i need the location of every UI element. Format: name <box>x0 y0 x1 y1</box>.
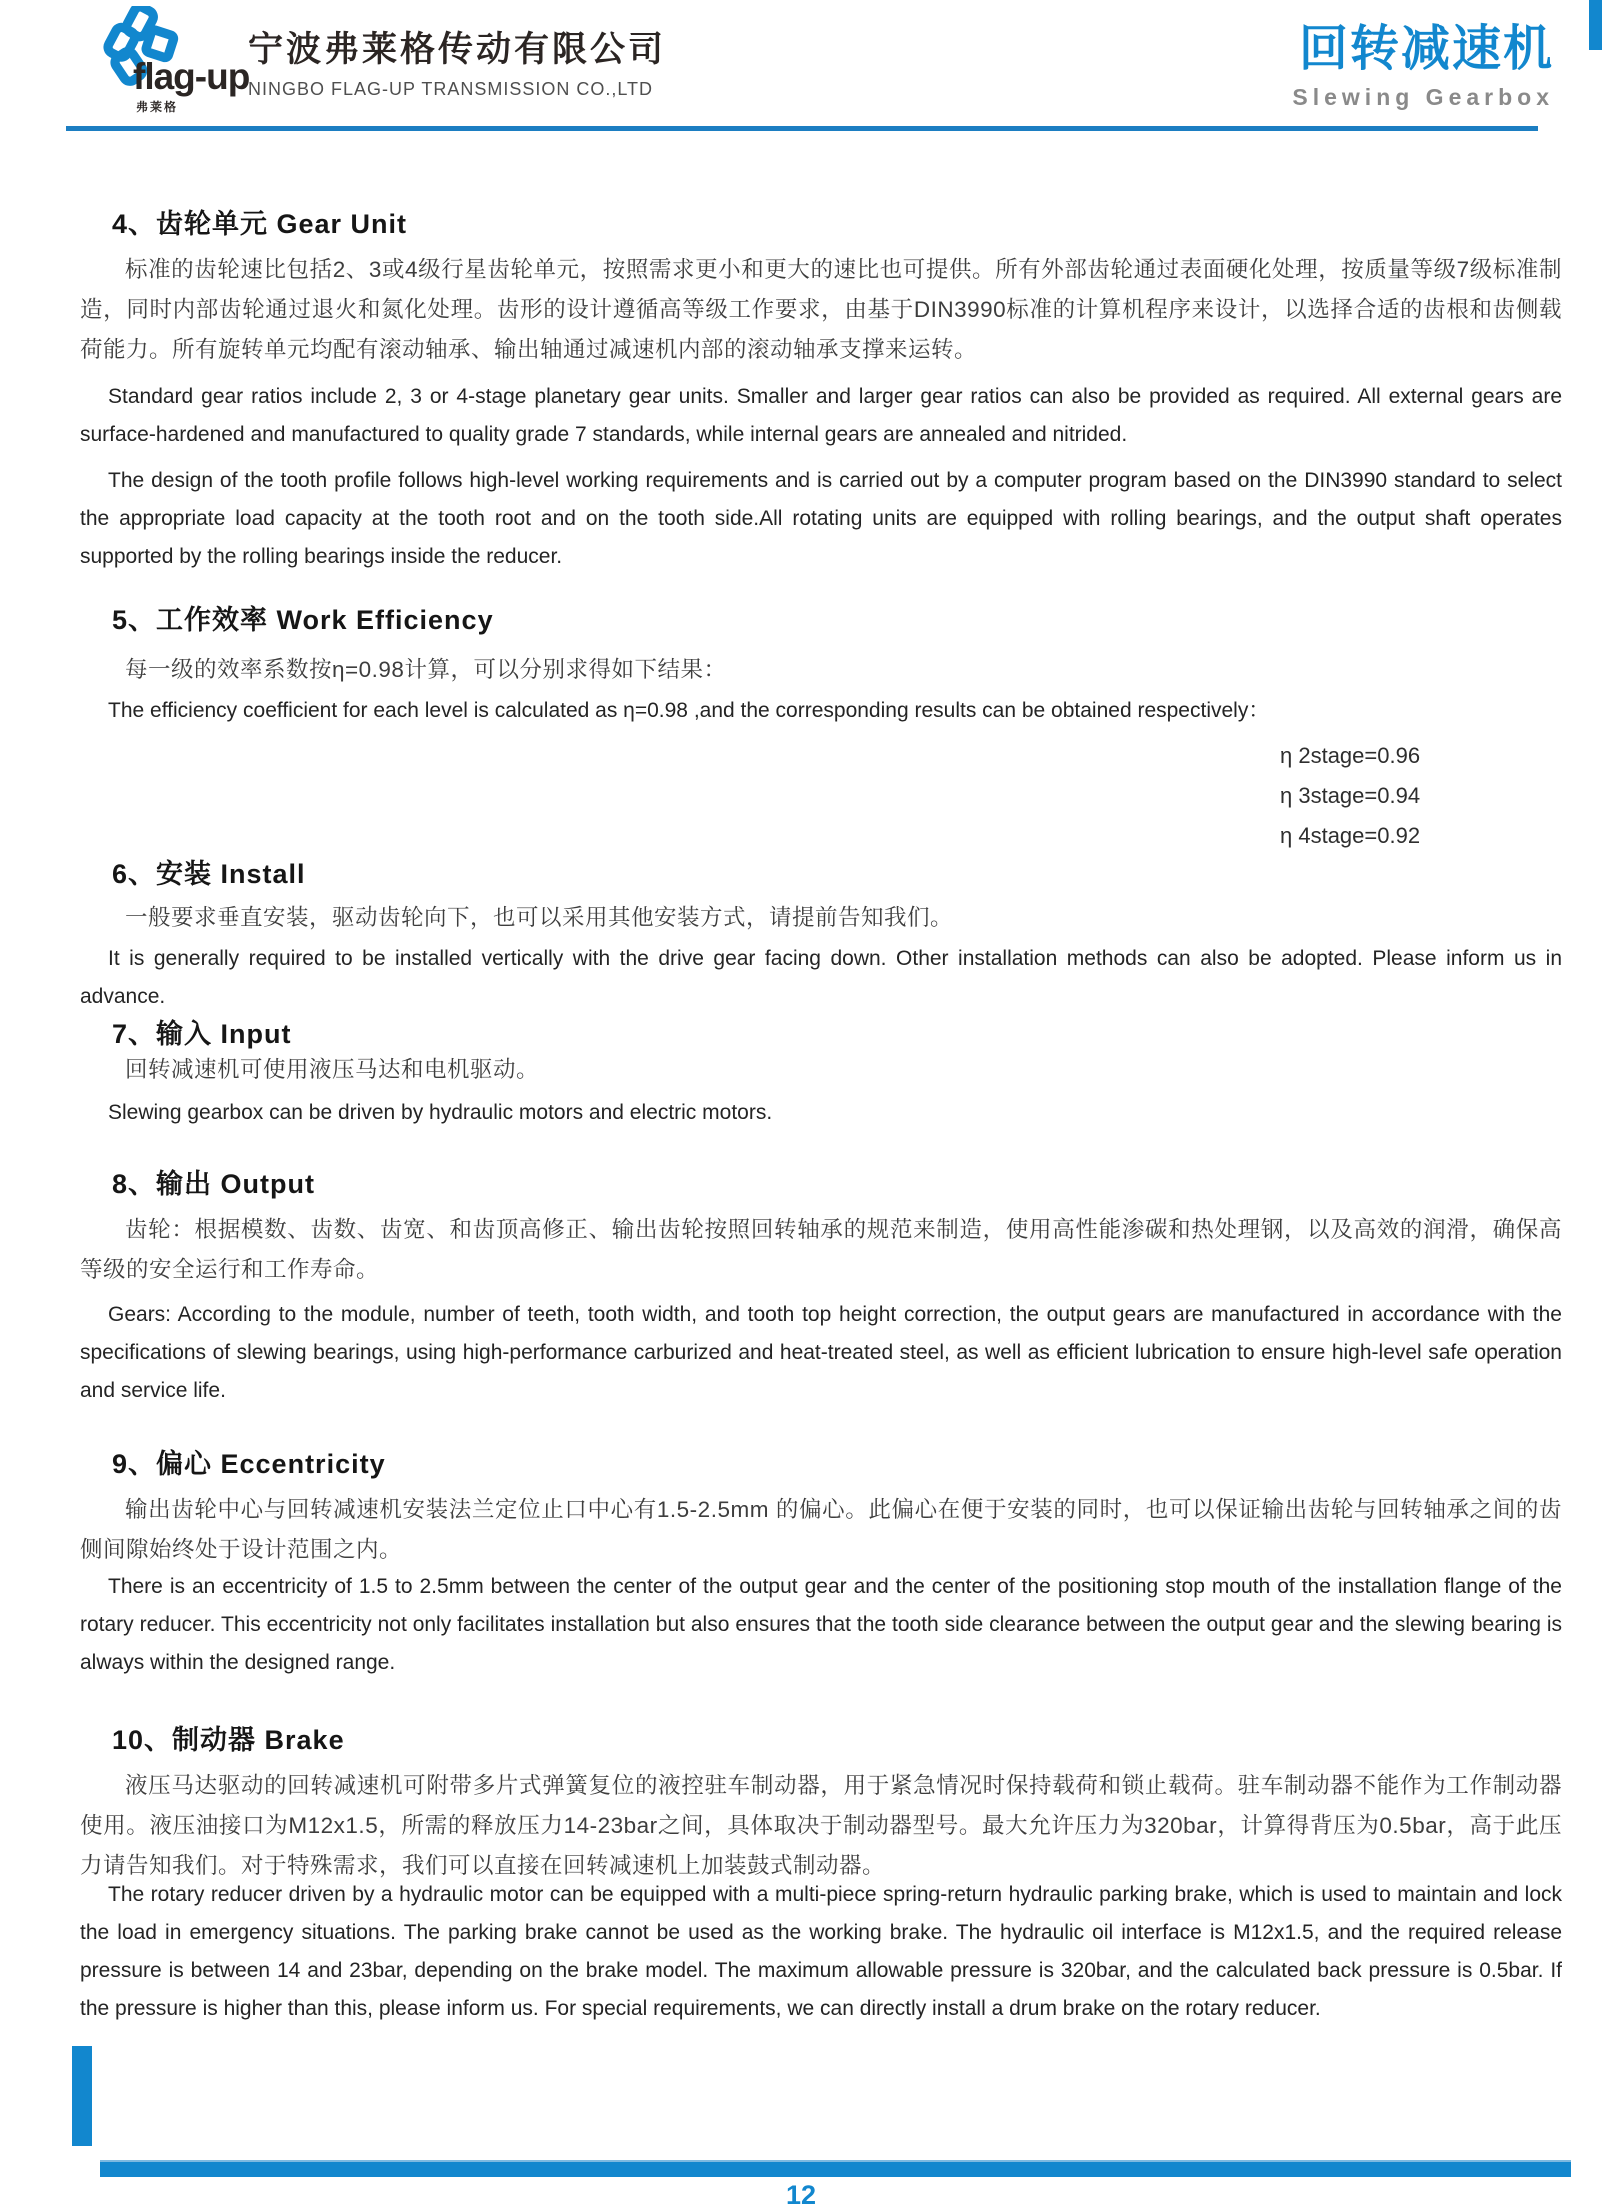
section-heading-input: 7、输入 Input <box>112 1019 292 1049</box>
section8-en-paragraph: Gears: According to the module, number of teeth, tooth width, and tooth top height correction, the output gears are manufactured in accordance with the specifications of slewing bearings, using high-performance carburized and heat-treated steel, as well as efficient lubrication to ensure high-level safe operation and service life. <box>80 1303 1562 1402</box>
footer-divider-bar <box>100 2160 1571 2177</box>
efficiency-result-4stage: η 4stage=0.92 <box>1280 823 1421 848</box>
section5-en-paragraph: The efficiency coefficient for each level is calculated as η=0.98 ,and the corresponding results can be obtained respectively： <box>108 699 1270 722</box>
product-title-cn: 回转减速机 <box>1298 22 1554 76</box>
page-header <box>0 0 1602 130</box>
section4-cn-paragraph: 标准的齿轮速比包括2、3或4级行星齿轮单元，按照需求更小和更大的速比也可提供。所有外部齿轮通过表面硬化处理，按质量等级7级标准制造，同时内部齿轮通过退火和氮化处理。齿形的设计遵循高等级工作要求，由基于DIN3990标准的计算机程序来设计，以选择合适的齿根和齿侧载荷能力。所有旋转单元均配有滚动轴承、输出轴通过减速机内部的滚动轴承支撑来运转。 <box>80 257 1562 362</box>
section-heading-output: 8、输出 Output <box>112 1169 315 1199</box>
efficiency-results-list <box>1280 736 1420 856</box>
company-name-block <box>248 22 666 100</box>
section9-en-paragraph: There is an eccentricity of 1.5 to 2.5mm between the center of the output gear and the center of the positioning stop mouth of the installation flange of the rotary reducer. This eccentricity not only facilitates installation but also ensures that the tooth side clearance between the output gear and the slewing bearing is always within the designed range. <box>80 1575 1562 1674</box>
header-divider-rule <box>66 126 1538 131</box>
efficiency-result-2stage: η 2stage=0.96 <box>1280 743 1421 768</box>
section4-en-paragraph-2: The design of the tooth profile follows high-level working requirements and is carried out by a computer program based on the DIN3990 standard to select the appropriate load capacity at the tooth root and on the tooth side.All rotating units are equipped with rolling bearings, and the output shaft operates supported by the rolling bearings inside the reducer. <box>80 469 1562 568</box>
section6-cn-paragraph: 一般要求垂直安装，驱动齿轮向下，也可以采用其他安装方式，请提前告知我们。 <box>125 905 954 930</box>
section5-cn-paragraph: 每一级的效率系数按η=0.98计算，可以分别求得如下结果： <box>125 657 727 682</box>
section10-cn-paragraph: 液压马达驱动的回转减速机可附带多片式弹簧复位的液控驻车制动器，用于紧急情况时保持载荷和锁止载荷。驻车制动器不能作为工作制动器使用。液压油接口为M12x1.5，所需的释放压力14-23bar之间，具体取决于制动器型号。最大允许压力为320bar，计算得背压为0.5bar，高于此压力请告知我们。对于特殊需求，我们可以直接在回转减速机上加装鼓式制动器。 <box>80 1773 1562 1878</box>
section8-cn-paragraph: 齿轮：根据模数、齿数、齿宽、和齿顶高修正、输出齿轮按照回转轴承的规范来制造，使用高性能渗碳和热处理钢，以及高效的润滑，确保高等级的安全运行和工作寿命。 <box>80 1217 1562 1282</box>
section9-cn-paragraph: 输出齿轮中心与回转减速机安装法兰定位止口中心有1.5-2.5mm 的偏心。此偏心在便于安装的同时，也可以保证输出齿轮与回转轴承之间的齿侧间隙始终处于设计范围之内。 <box>80 1497 1562 1562</box>
section7-en-paragraph: Slewing gearbox can be driven by hydraulic motors and electric motors. <box>108 1101 773 1124</box>
page-number: 12 <box>785 2180 817 2210</box>
section7-cn-paragraph: 回转减速机可使用液压马达和电机驱动。 <box>125 1057 540 1082</box>
brand-name: flag-up <box>133 56 250 97</box>
section10-en-paragraph: The rotary reducer driven by a hydraulic motor can be equipped with a multi-piece spring-return hydraulic parking brake, which is used to maintain and lock the load in emergency situations. The parking brake cannot be used as the working brake. The hydraulic oil interface is M12x1.5, and the required release pressure is between 14 and 23bar, depending on the brake model. The maximum allowable pressure is 320bar, and the calculated back pressure is 0.5bar. If the pressure is higher than this, please inform us. For special requirements, we can directly install a drum brake on the rotary reducer. <box>80 1883 1562 2020</box>
section-heading-gear-unit: 4、齿轮单元 Gear Unit <box>112 209 408 239</box>
section-heading-work-efficiency: 5、工作效率 Work Efficiency <box>112 605 494 635</box>
section-heading-install: 6、安装 Install <box>112 859 306 889</box>
company-name-en: NINGBO FLAG-UP TRANSMISSION CO.,LTD <box>248 79 654 99</box>
section4-en-paragraph-1: Standard gear ratios include 2, 3 or 4-stage planetary gear units. Smaller and larger gear ratios can also be provided as required. All external gears are surface-hardened and manufactured to quality grade 7 standards, while internal gears are annealed and nitrided. <box>80 385 1562 446</box>
section-heading-eccentricity: 9、偏心 Eccentricity <box>112 1449 386 1479</box>
header-corner-accent-bar <box>1589 0 1602 50</box>
company-name-cn: 宁波弗莱格传动有限公司 <box>248 30 667 69</box>
brand-name-cn: 弗莱格 <box>136 100 179 114</box>
section6-en-paragraph: It is generally required to be installed vertically with the drive gear facing down. Other installation methods can also be adopted. Please inform us in advance. <box>80 947 1562 1008</box>
footer-left-accent-bar <box>72 2046 92 2146</box>
section-heading-brake: 10、制动器 Brake <box>112 1725 345 1755</box>
efficiency-result-3stage: η 3stage=0.94 <box>1280 783 1421 808</box>
product-title-en: Slewing Gearbox <box>1292 84 1554 110</box>
product-title-block <box>1292 10 1554 111</box>
